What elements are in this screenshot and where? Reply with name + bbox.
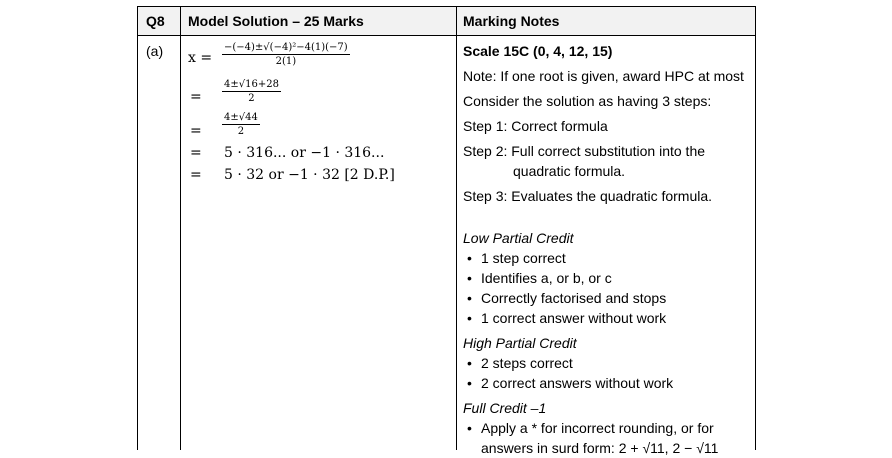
list-item: • 1 correct answer without work <box>463 308 751 328</box>
fraction-denominator: 2(1) <box>275 56 297 67</box>
x-equals: x = <box>188 50 213 66</box>
list-item-continued: answers in surd form: 2 + √11, 2 − √11 <box>481 440 719 456</box>
marking-notes <box>463 41 751 458</box>
low-partial-credit-title: Low Partial Credit <box>463 230 574 246</box>
consider-line: Consider the solution as having 3 steps: <box>463 93 712 109</box>
fraction-denominator: 2 <box>237 126 245 137</box>
header-question: Q8 <box>146 13 165 29</box>
step-2-continued: quadratic formula. <box>513 163 626 179</box>
simplified-fraction <box>222 112 260 137</box>
step-3: Step 3: Evaluates the quadratic formula. <box>463 188 713 204</box>
step-1: Step 1: Correct formula <box>463 118 608 134</box>
list-item: • 2 steps correct <box>463 353 751 373</box>
list-item: • 1 step correct <box>463 248 751 268</box>
list-item: • Identifies a, or b, or c <box>463 268 751 288</box>
substitution-fraction <box>222 79 281 104</box>
equals-sign: = <box>190 145 202 161</box>
fraction-numerator: 4±√44 <box>224 112 258 123</box>
note-line: Note: If one root is given, award HPC at most <box>463 68 744 84</box>
list-item: • Correctly factorised and stops <box>463 288 751 308</box>
fraction-numerator: −(−4)±√(−4)²−4(1)(−7) <box>224 42 348 53</box>
decimal-roots: 5 · 316... or −1 · 316... <box>224 145 385 161</box>
part-label: (a) <box>146 43 164 59</box>
list-item: • Apply a * for incorrect rounding, or for <box>463 418 751 438</box>
fraction-denominator: 2 <box>248 93 255 104</box>
scale-line: Scale 15C (0, 4, 12, 15) <box>463 43 613 59</box>
equals-sign: = <box>190 123 202 139</box>
column-divider-1 <box>180 7 181 450</box>
full-credit-title: Full Credit –1 <box>463 400 547 416</box>
high-partial-credit-title: High Partial Credit <box>463 335 577 351</box>
column-divider-2 <box>456 7 457 450</box>
equals-sign: = <box>190 167 202 183</box>
quadratic-formula-fraction <box>222 42 350 67</box>
step-2: Step 2: Full correct substitution into the <box>463 143 706 159</box>
header-divider <box>138 35 755 36</box>
rounded-roots: 5 · 32 or −1 · 32 [2 D.P.] <box>224 167 395 183</box>
header-model-solution: Model Solution – 25 Marks <box>188 13 364 29</box>
list-item: • 2 correct answers without work <box>463 373 751 393</box>
equals-sign: = <box>190 89 202 105</box>
marking-scheme-table <box>137 6 756 456</box>
fraction-numerator: 4±√16+28 <box>224 79 279 90</box>
header-marking-notes: Marking Notes <box>463 13 560 29</box>
